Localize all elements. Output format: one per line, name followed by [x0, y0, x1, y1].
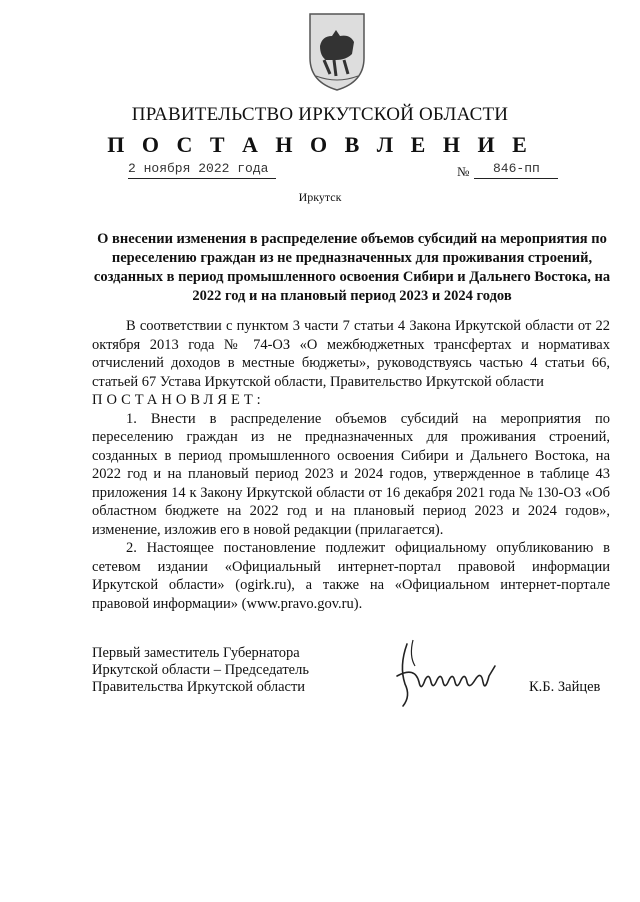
item-2-paragraph: 2. Настоящее постановление подлежит официальному опубликованию в сетевом издании «Официальный интернет-портал правовой информации Иркутской области» (ogirk.ru), а также на «Официальном интернет-портале правовой информации» (www.pravo.gov.ru). — [92, 540, 610, 612]
coat-of-arms-emblem — [306, 10, 368, 92]
position-line: Первый заместитель Губернатора — [92, 645, 300, 661]
number-underline — [474, 178, 558, 179]
city: Иркутск — [298, 190, 342, 204]
position-line: Правительства Иркутской области — [92, 679, 306, 695]
document-body — [92, 317, 610, 613]
number-sign: № — [457, 164, 470, 179]
preamble-paragraph: В соответствии с пунктом 3 части 7 статьи 4 Закона Иркутской области от 22 октября 2013 года № 74-ОЗ «О межбюджетных трансфертах и нормативах отчислений доходов в местные бюджеты», руководствуясь частью 4 статьи 66, статьей 67 Устава Иркутской области, Правительство Иркутской области — [92, 318, 610, 390]
position-line: Иркутской области – Председатель — [92, 662, 309, 678]
document-type: П О С Т А Н О В Л Е Н И Е — [107, 132, 533, 157]
decree-word: ПОСТАНОВЛЯЕТ: — [92, 392, 265, 408]
signatory-position — [92, 645, 332, 696]
item-1-paragraph: 1. Внести в распределение объемов субсидий на мероприятия по переселению граждан из не предназначенных для проживания строений, созданных в период промышленного освоения Сибири и Дальнего Востока, на 2022 год и на плановый период 2023 и 2024 годов, утвержденное в таблице 43 приложения 14 к Закону Иркутской области от 16 декабря 2021 года № 130-ОЗ «Об областном бюджете на 2022 год и на плановый период 2023 и 2024 годов», изменение, изложив его в новой редакции (прилагается). — [92, 410, 610, 538]
document-number: 846-пп — [493, 161, 540, 176]
document-date: 2 ноября 2022 года — [128, 161, 269, 176]
date-underline — [128, 178, 276, 179]
organization-name: ПРАВИТЕЛЬСТВО ИРКУТСКОЙ ОБЛАСТИ — [131, 104, 509, 125]
document-title: О внесении изменения в распределение объемов субсидий на мероприятия по переселению граждан из не предназначенных для проживания строений, созданных в период промышленного освоения Сибири и Дальнего Востока, на 2022 год и на плановый период 2023 и 2024 годов — [93, 231, 611, 304]
handwritten-signature — [385, 636, 505, 714]
signatory-name: К.Б. Зайцев — [529, 679, 601, 695]
